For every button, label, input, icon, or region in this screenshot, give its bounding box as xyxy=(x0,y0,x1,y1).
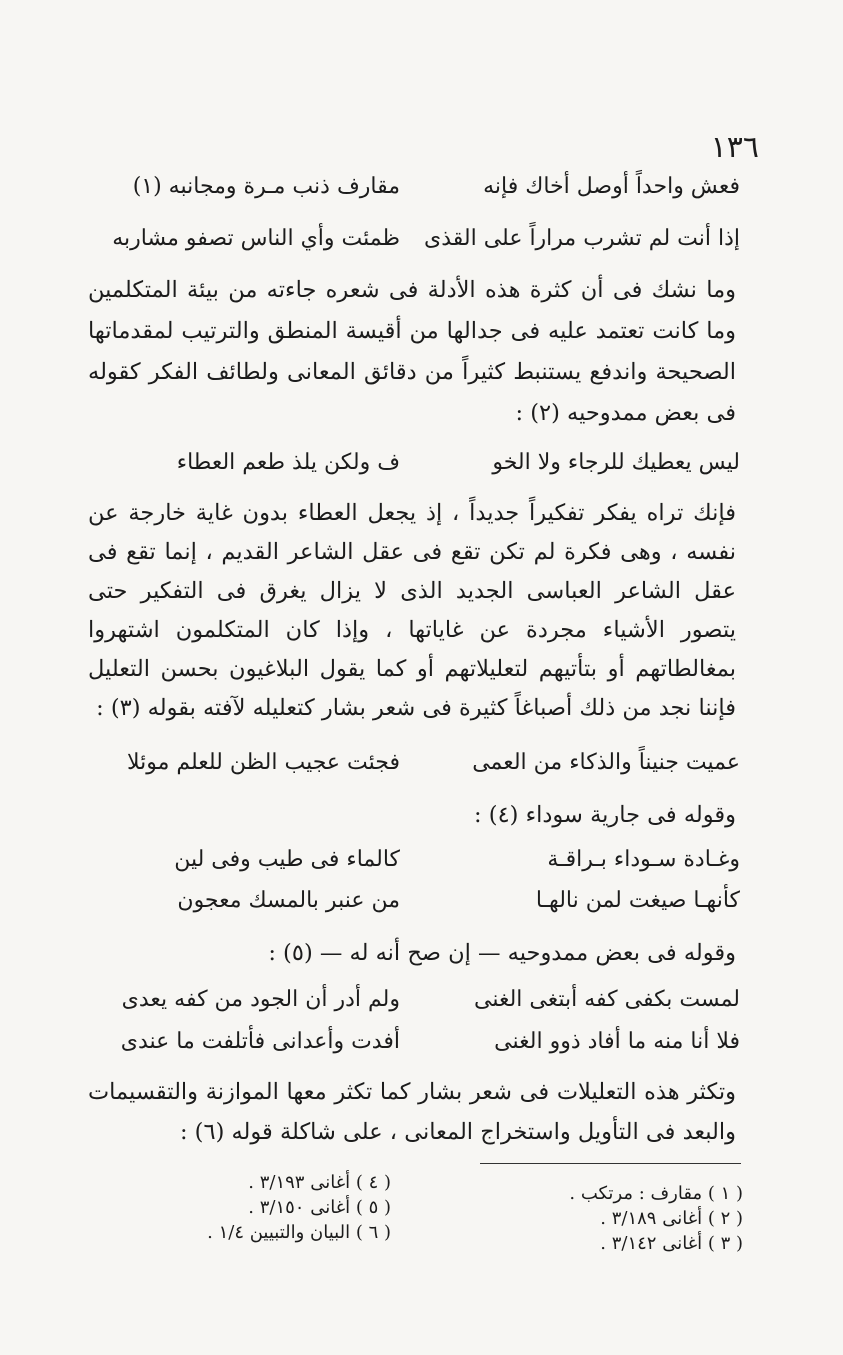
footnote: ( ٦ ) البيان والتبيين ١/٤ . xyxy=(207,1222,391,1243)
verse-hemistich-second: ف ولكن يلذ طعم العطاء xyxy=(176,450,400,475)
verse-line xyxy=(100,1027,740,1057)
paragraph-3: وتكثر هذه التعليلات فى شعر بشار كما تكثر معها الموازنة والتقسيمات والبعد فى التأويل واستخراج المعانى ، على شاكلة قوله (٦) : xyxy=(88,1079,736,1145)
verse-hemistich-first: فلا أنا منه ما أفاد ذوو الغنى xyxy=(494,1029,740,1054)
verse-hemistich-first: إذا أنت لم تشرب مراراً على القذى xyxy=(424,226,740,251)
paragraph-1: وما نشك فى أن كثرة هذه الأدلة فى شعره جاءته من بيئة المتكلمين وما كانت تعتمد عليه فى جدالها من أقيسة المنطق والترتيب لمقدماتها الصحيحة واندفع يستنبط كثيراً من دقائق المعانى ولطائف الفكر كقوله فى بعض ممدوحيه (٢) : xyxy=(88,277,736,426)
footnote-rule xyxy=(480,1163,741,1164)
verse-line xyxy=(100,224,740,254)
paragraph-2: فإنك تراه يفكر تفكيراً جديداً ، إذ يجعل العطاء بدون غاية خارجة عن نفسه ، وهى فكرة لم تكن تقع فى عقل الشاعر القديم ، إنما تقع فى عقل الشاعر العباسى الجديد الذى لا يزال يغرق فى التفكير حتى يتصور الأشياء مجردة عن غاياتها ، وإذا كان المتكلمون اشتهروا بمغالطاتهم أو بتأتيهم لتعليلاتهم أو كما يقول البلاغيون بحسن التعليل فإننا نجد من ذلك أصباغاً كثيرة فى شعر بشار كتعليله لآفته بقوله (٣) : xyxy=(88,500,736,721)
verse-hemistich-first: لمست بكفى كفه أبتغى الغنى xyxy=(474,987,740,1012)
footnote: ( ٤ ) أغانى ٣/١٩٣ . xyxy=(248,1172,391,1193)
verse-hemistich-first: وغـادة سـوداء بـراقـة xyxy=(547,847,740,872)
verse-hemistich-second: مقارف ذنب مـرة ومجانبه (١) xyxy=(132,174,400,199)
verse-hemistich-first: ليس يعطيك للرجاء ولا الخو xyxy=(492,450,740,475)
verse-hemistich-first: فعش واحداً أوصل أخاك فإنه xyxy=(483,174,740,199)
verse-line xyxy=(100,448,740,478)
verse-hemistich-second: من عنبر بالمسك معجون xyxy=(177,888,400,913)
verse-hemistich-second: أفدت وأعدانى فأتلفت ما عندى xyxy=(120,1029,400,1054)
verse-line xyxy=(100,985,740,1015)
verse-line xyxy=(100,886,740,916)
verse-line xyxy=(100,748,740,778)
intro-slave: وقوله فى جارية سوداء (٤) : xyxy=(474,802,736,828)
page-number: ١٣٦ xyxy=(710,130,759,165)
intro-patron: وقوله فى بعض ممدوحيه — إن صح أنه له — (٥) : xyxy=(268,940,736,966)
verse-hemistich-second: فجئت عجيب الظن للعلم موئلا xyxy=(126,750,400,775)
verse-hemistich-first: كأنهـا صيغت لمن نالهـا xyxy=(535,888,740,913)
verse-hemistich-second: ظمئت وأي الناس تصفو مشاربه xyxy=(112,226,400,251)
verse-hemistich-first: عميت جنيناً والذكاء من العمى xyxy=(472,750,740,775)
verse-line xyxy=(100,845,740,875)
verse-line xyxy=(100,172,740,202)
verse-hemistich-second: ولم أدر أن الجود من كفه يعدى xyxy=(121,987,400,1012)
footnote: ( ٢ ) أغانى ٣/١٨٩ . xyxy=(600,1208,743,1229)
verse-hemistich-second: كالماء فى طيب وفى لين xyxy=(174,847,400,872)
footnote: ( ٥ ) أغانى ٣/١٥٠ . xyxy=(248,1197,391,1218)
footnote: ( ٣ ) أغانى ٣/١٤٢ . xyxy=(600,1233,743,1254)
footnote: ( ١ ) مقارف : مرتكب . xyxy=(569,1183,743,1204)
